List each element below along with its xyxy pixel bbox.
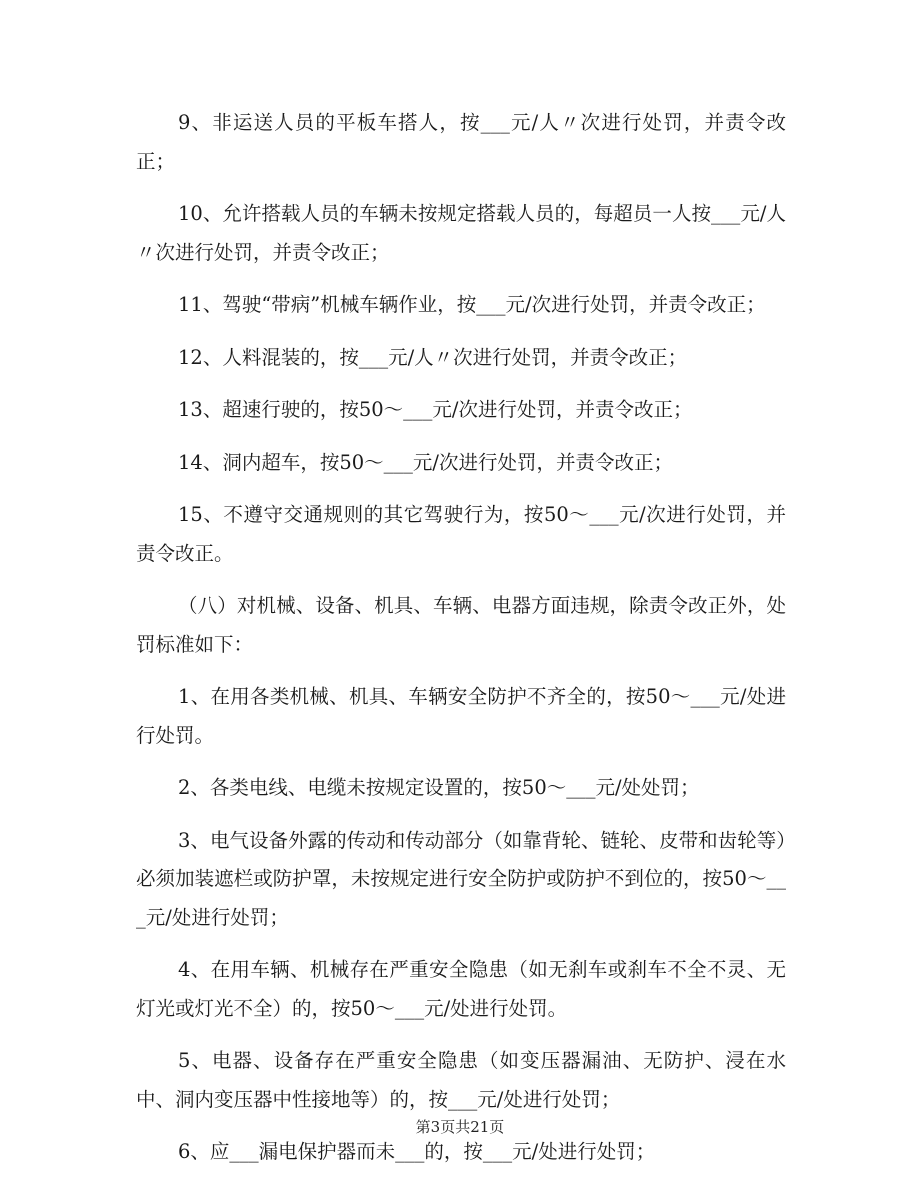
section-heading-8: （八）对机械、设备、机具、车辆、电器方面违规，除责令改正外，处罚标准如下： <box>136 594 786 656</box>
paragraph-sub-4: 4、在用车辆、机械存在严重安全隐患（如无刹车或刹车不全不灵、无灯光或灯光不全）的，按50～___元/处进行处罚。 <box>136 958 786 1020</box>
paragraph-sub-3: 3、电气设备外露的传动和传动部分（如靠背轮、链轮、皮带和齿轮等）必须加装遮栏或防护罩，未按规定进行安全防护或防护不到位的，按50～___元/处进行处罚； <box>136 828 786 929</box>
paragraph-item-14: 14、洞内超车，按50～___元/次进行处罚，并责令改正； <box>178 450 673 474</box>
paragraph-sub-6: 6、应___漏电保护器而未___的，按___元/处进行处罚； <box>178 1140 656 1163</box>
paragraph-sub-5: 5、电器、设备存在严重安全隐患（如变压器漏油、无防护、浸在水中、洞内变压器中性接地等）的，按___元/处进行处罚； <box>136 1049 786 1111</box>
paragraph-item-11: 11、驾驶“带病”机械车辆作业，按___元/次进行处罚，并责令改正； <box>178 293 766 316</box>
paragraph-item-13: 13、超速行驶的，按50～___元/次进行处罚，并责令改正； <box>178 398 693 421</box>
paragraph-item-12: 12、人料混装的，按___元/人〃次进行处罚，并责令改正； <box>178 345 688 369</box>
paragraph-item-9: 9、非运送人员的平板车搭人，按___元/人〃次进行处罚，并责令改正； <box>136 111 786 173</box>
paragraph-sub-1: 1、在用各类机械、机具、车辆安全防护不齐全的，按50～___元/处进行处罚。 <box>136 685 786 747</box>
document-body <box>136 104 786 1172</box>
paragraph-item-15: 15、不遵守交通规则的其它驾驶行为，按50～___元/次进行处罚，并责令改正。 <box>136 503 786 565</box>
page-number: 第3页共21页 <box>415 1118 505 1136</box>
paragraph-item-10: 10、允许搭载人员的车辆未按规定搭载人员的，每超员一人按___元/人〃次进行处罚，并责令改正； <box>136 202 786 264</box>
paragraph-sub-2: 2、各类电线、电缆未按规定设置的，按50～___元/处处罚； <box>178 776 700 799</box>
